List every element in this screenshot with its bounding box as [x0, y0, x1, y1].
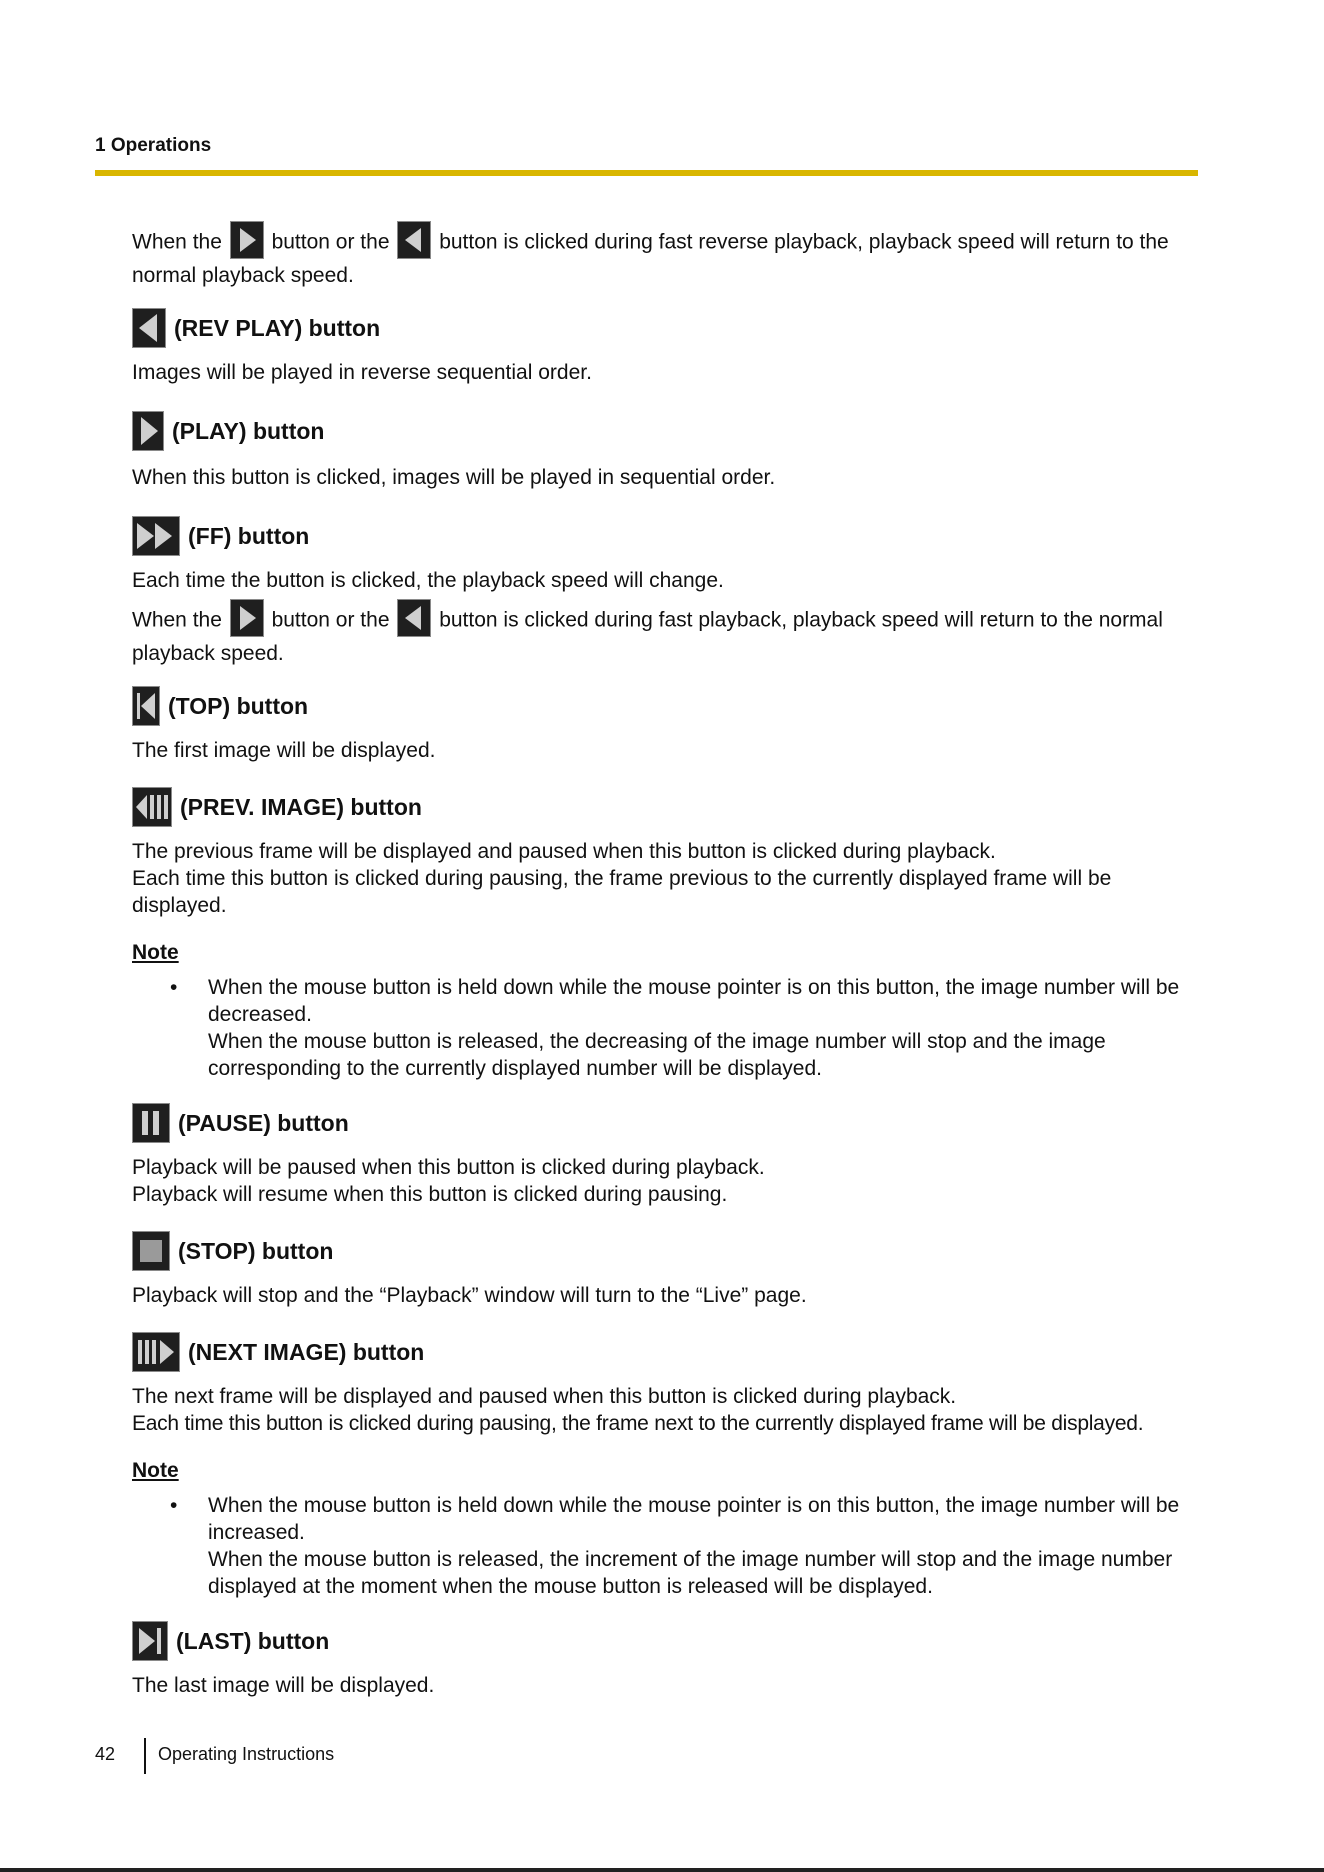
play-text: When this button is clicked, images will be played in sequential order.: [132, 466, 776, 489]
pause-heading: (PAUSE) button: [132, 1102, 1210, 1144]
next-image-text-2: Each time this button is clicked during pausing, the frame next to the currently displayed frame will be displayed.: [132, 1412, 1144, 1435]
rev-play-text: Images will be played in reverse sequential order.: [132, 361, 592, 384]
rev-play-heading: (REV PLAY) button: [132, 307, 1210, 349]
prev-image-text-1: The previous frame will be displayed and paused when this button is clicked during playback.: [132, 840, 996, 863]
ff-heading: (FF) button: [132, 515, 1210, 557]
page-number: 42: [95, 1744, 116, 1764]
pause-text-1: Playback will be paused when this button is clicked during playback.: [132, 1156, 765, 1179]
stop-text: Playback will stop and the “Playback” window will turn to the “Live” page.: [132, 1284, 807, 1307]
next-image-note-label: Note: [132, 1459, 179, 1482]
ff-text-1: Each time the button is clicked, the playback speed will change.: [132, 569, 724, 592]
play-icon: [132, 411, 164, 451]
play-heading: (PLAY) button: [132, 410, 1210, 452]
last-text: The last image will be displayed.: [132, 1674, 435, 1697]
rev-play-icon: [397, 221, 431, 259]
prev-image-text-2: Each time this button is clicked during pausing, the frame previous to the currently displayed frame will be displayed.: [132, 867, 1112, 917]
rev-play-icon: [132, 308, 166, 348]
footer-divider: [144, 1738, 146, 1774]
next-image-heading: (NEXT IMAGE) button: [132, 1331, 1210, 1373]
footer-doc-title: Operating Instructions: [158, 1744, 335, 1764]
top-text: The first image will be displayed.: [132, 739, 436, 762]
content: [132, 224, 1210, 1699]
stop-heading: (STOP) button: [132, 1230, 1210, 1272]
bottom-rule: [0, 1868, 1324, 1872]
intro-paragraph: When the button or the button is clicked during fast reverse playback, playback speed will return to the normal playback speed.: [132, 224, 1210, 289]
ff-text-2: When the button or the button is clicked during fast playback, playback speed will return to the normal playback speed.: [132, 602, 1210, 667]
next-image-icon: [132, 1332, 180, 1372]
last-heading: (LAST) button: [132, 1620, 1210, 1662]
prev-image-heading: (PREV. IMAGE) button: [132, 786, 1210, 828]
header-rule: [95, 170, 1198, 176]
header-title: 1 Operations: [95, 135, 212, 156]
prev-image-icon: [132, 787, 172, 827]
prev-image-note-label: Note: [132, 941, 179, 964]
next-image-note-list: [132, 1492, 1210, 1600]
next-image-text-1: The next frame will be displayed and paused when this button is clicked during playback.: [132, 1385, 957, 1408]
prev-image-note-list: [132, 974, 1210, 1082]
stop-icon: [132, 1231, 170, 1271]
last-icon: [132, 1621, 168, 1661]
top-heading: (TOP) button: [132, 685, 1210, 727]
pause-text-2: Playback will resume when this button is clicked during pausing.: [132, 1183, 728, 1206]
rev-play-icon: [397, 599, 431, 637]
top-icon: [132, 686, 160, 726]
ff-icon: [132, 516, 180, 556]
list-item: • When the mouse button is held down while the mouse pointer is on this button, the image number will be increased. When the mouse button is released, the increment of the image number will stop and the image number displayed at the moment when the mouse button is released will be displayed.: [208, 1492, 1210, 1600]
play-icon: [230, 221, 264, 259]
list-item: • When the mouse button is held down while the mouse pointer is on this button, the image number will be decreased. When the mouse button is released, the decreasing of the image number will stop and the image corresponding to the currently displayed number will be displayed.: [208, 974, 1210, 1082]
play-icon: [230, 599, 264, 637]
pause-icon: [132, 1103, 170, 1143]
